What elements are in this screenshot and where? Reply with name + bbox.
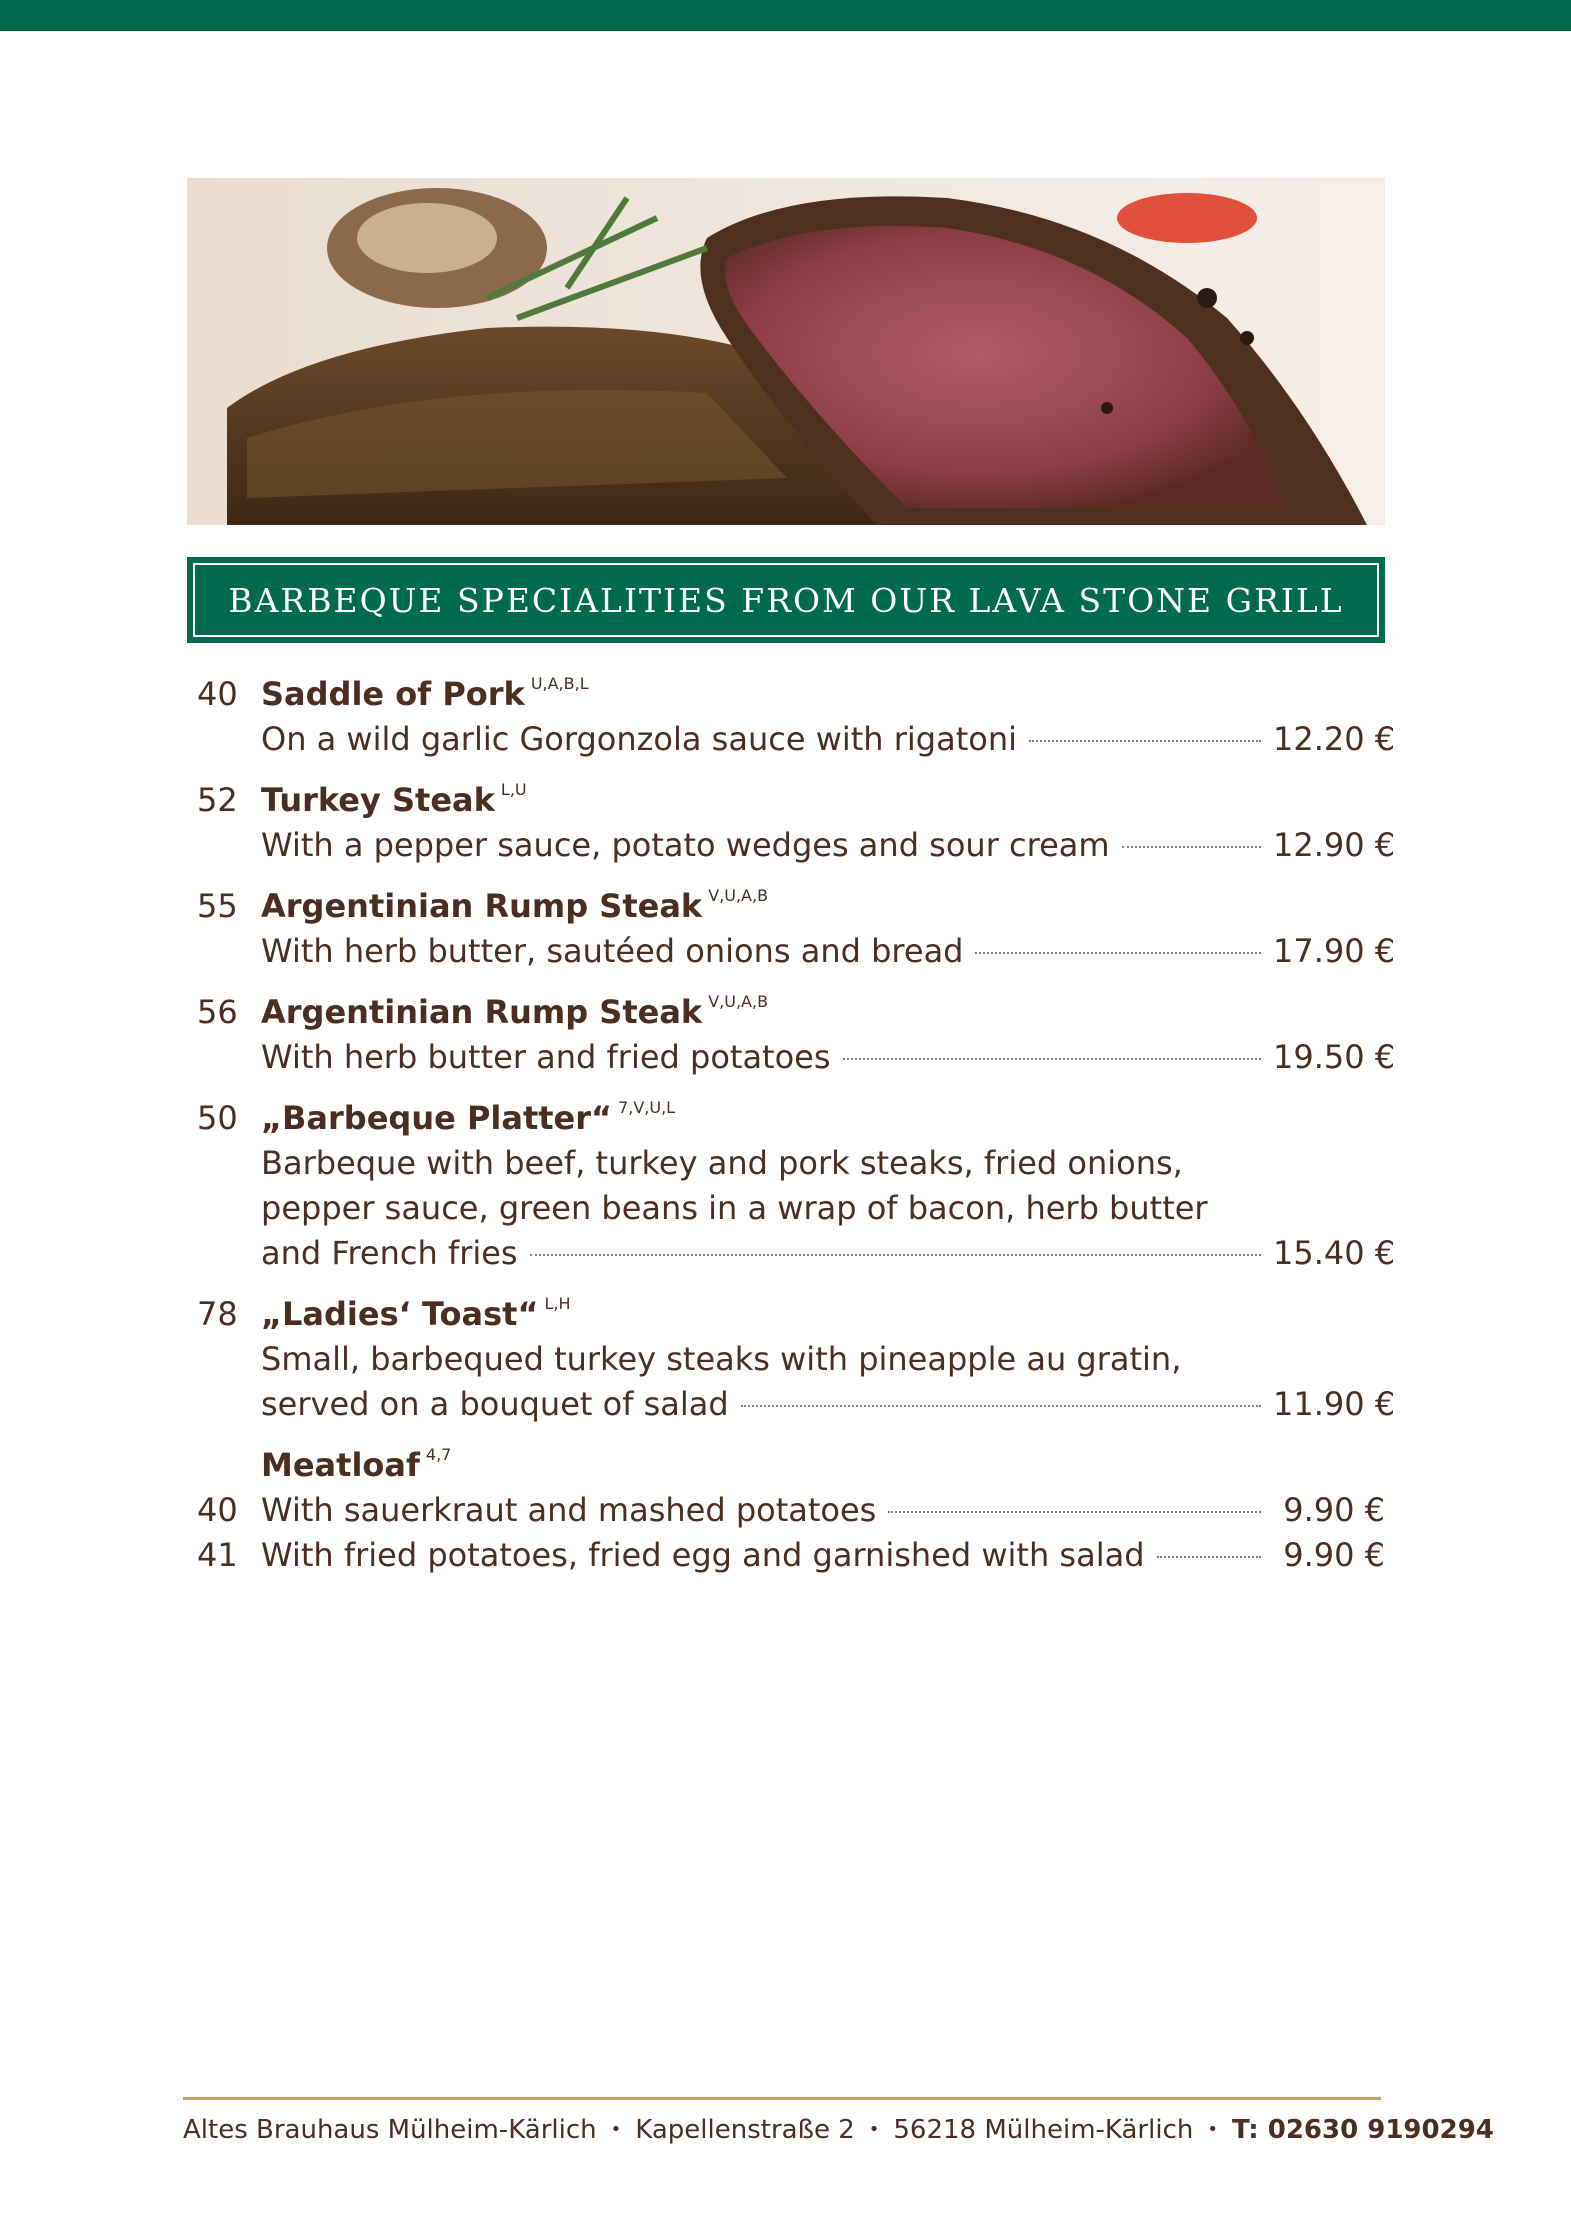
menu-item bbox=[187, 884, 1396, 974]
item-description: With sauerkraut and mashed potatoes bbox=[261, 1491, 877, 1529]
section-banner bbox=[187, 557, 1385, 643]
item-description: served on a bouquet of salad bbox=[261, 1385, 729, 1423]
item-number: 52 bbox=[197, 781, 238, 819]
separator-dot: • bbox=[610, 2119, 622, 2140]
item-description: With fried potatoes, fried egg and garnished with salad bbox=[261, 1536, 1145, 1574]
item-number: 55 bbox=[197, 887, 238, 925]
menu-item bbox=[187, 1096, 1396, 1276]
item-price: 12.90 € bbox=[1273, 826, 1396, 864]
dot-leader bbox=[1122, 846, 1261, 848]
allergen-codes: L,U bbox=[500, 780, 527, 799]
item-price: 19.50 € bbox=[1273, 1038, 1396, 1076]
item-name: Argentinian Rump Steak $^{V,U,A,B}$ bbox=[261, 992, 769, 1031]
item-description: With herb butter, sautéed onions and bread bbox=[261, 932, 964, 970]
menu-list bbox=[187, 672, 1396, 1594]
item-description: Small, barbequed turkey steaks with pineapple au gratin, bbox=[261, 1340, 1182, 1378]
separator-dot: • bbox=[868, 2119, 880, 2140]
item-name: Meatloaf $^{4,7}$ bbox=[261, 1445, 452, 1484]
allergen-codes: L,H bbox=[544, 1294, 571, 1313]
section-title: BARBEQUE SPECIALITIES FROM OUR LAVA STONE GRILL bbox=[228, 580, 1344, 620]
menu-item bbox=[187, 672, 1396, 762]
item-name: Turkey Steak $^{L,U}$ bbox=[261, 780, 527, 819]
item-price: 9.90 € bbox=[1283, 1491, 1385, 1529]
item-number: 50 bbox=[197, 1099, 238, 1137]
phone-number: T: 02630 9190294 bbox=[1231, 2115, 1494, 2145]
item-name: „Ladies‘ Toast“ $^{L,H}$ bbox=[261, 1294, 571, 1333]
footer-rule bbox=[183, 2097, 1381, 2100]
item-description: pepper sauce, green beans in a wrap of bacon, herb butter bbox=[261, 1189, 1208, 1227]
item-number: 78 bbox=[197, 1295, 238, 1333]
item-description: On a wild garlic Gorgonzola sauce with rigatoni bbox=[261, 720, 1018, 758]
item-name: Argentinian Rump Steak $^{V,U,A,B}$ bbox=[261, 886, 769, 925]
restaurant-name: Altes Brauhaus Mülheim-Kärlich bbox=[183, 2115, 597, 2145]
menu-item bbox=[187, 990, 1396, 1080]
dot-leader bbox=[1029, 740, 1261, 742]
item-number: 41 bbox=[197, 1536, 238, 1574]
dot-leader bbox=[1157, 1556, 1262, 1558]
dot-leader bbox=[530, 1254, 1261, 1256]
item-number: 40 bbox=[197, 675, 238, 713]
item-description: With herb butter and fried potatoes bbox=[261, 1038, 831, 1076]
item-name: „Barbeque Platter“ $^{7,V,U,L}$ bbox=[261, 1098, 676, 1137]
item-description: Barbeque with beef, turkey and pork steaks, fried onions, bbox=[261, 1144, 1183, 1182]
banner-frame bbox=[193, 563, 1379, 637]
dot-leader bbox=[975, 952, 1261, 954]
item-price: 9.90 € bbox=[1283, 1536, 1385, 1574]
item-price: 12.20 € bbox=[1273, 720, 1396, 758]
dot-leader bbox=[741, 1405, 1261, 1407]
item-price: 17.90 € bbox=[1273, 932, 1396, 970]
dot-leader bbox=[843, 1058, 1261, 1060]
item-description: With a pepper sauce, potato wedges and sour cream bbox=[261, 826, 1110, 864]
item-number: 40 bbox=[197, 1491, 238, 1529]
item-number: 56 bbox=[197, 993, 238, 1031]
top-bar bbox=[0, 0, 1571, 31]
city-address: 56218 Mülheim-Kärlich bbox=[893, 2115, 1194, 2145]
steak-photo bbox=[187, 178, 1385, 525]
item-price: 15.40 € bbox=[1273, 1234, 1396, 1272]
item-description: and French fries bbox=[261, 1234, 518, 1272]
allergen-codes: 7,V,U,L bbox=[618, 1098, 676, 1117]
allergen-codes: V,U,A,B bbox=[708, 886, 769, 905]
allergen-codes: V,U,A,B bbox=[708, 992, 769, 1011]
menu-item bbox=[187, 1292, 1396, 1427]
item-price: 11.90 € bbox=[1273, 1385, 1396, 1423]
street-address: Kapellenstraße 2 bbox=[635, 2115, 855, 2145]
menu-item-meatloaf bbox=[187, 1443, 1385, 1578]
allergen-codes: 4,7 bbox=[425, 1445, 452, 1464]
item-name: Saddle of Pork $^{U,A,B,L}$ bbox=[261, 674, 589, 713]
allergen-codes: U,A,B,L bbox=[530, 674, 589, 693]
footer bbox=[183, 2113, 1494, 2147]
separator-dot: • bbox=[1207, 2119, 1218, 2140]
menu-item bbox=[187, 778, 1396, 868]
dot-leader bbox=[888, 1511, 1261, 1513]
